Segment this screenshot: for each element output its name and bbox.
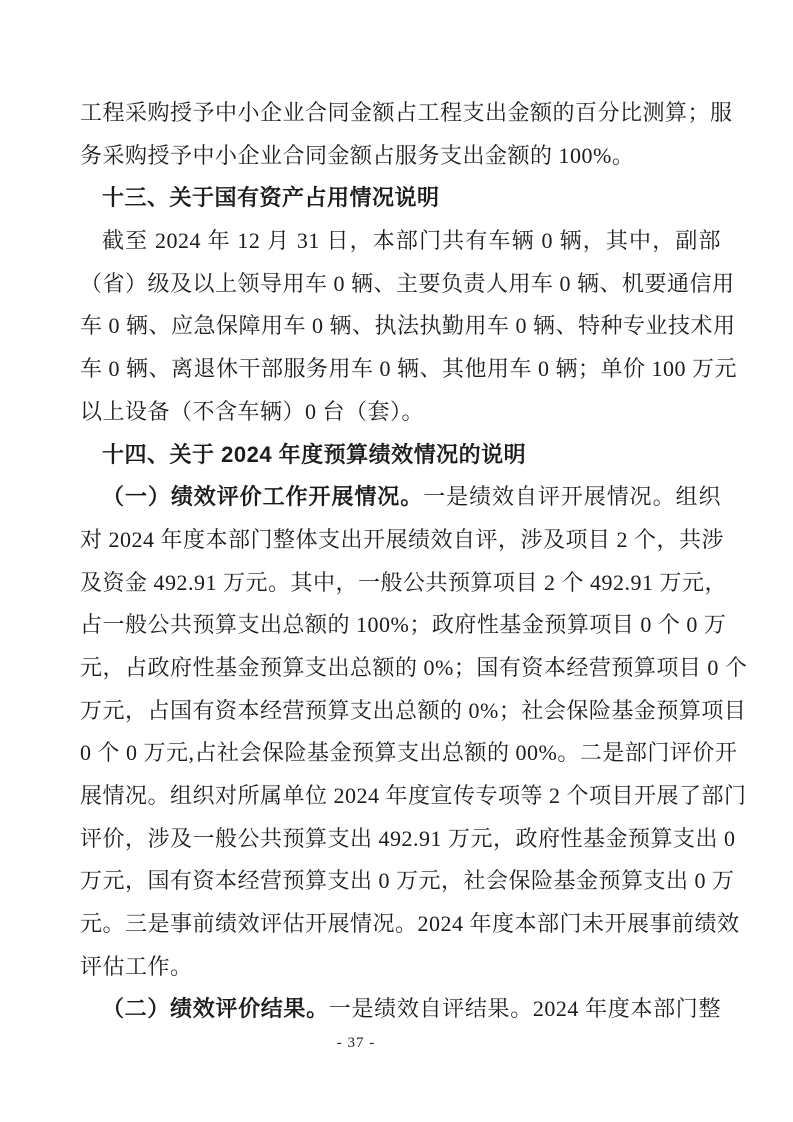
text-line: 评估工作。 xyxy=(80,953,193,979)
document-body xyxy=(80,92,748,1031)
text-line: 元。三是事前绩效评估开展情况。2024 年度本部门未开展事前绩效 xyxy=(80,911,740,937)
text-line: 务采购授予中小企业合同金额占服务支出金额的 100%。 xyxy=(80,142,635,168)
text-line: 及资金 492.91 万元。其中，一般公共预算项目 2 个 492.91 万元， xyxy=(80,569,728,595)
paragraph-lead-rest: 一是绩效自评结果。2024 年度本部门整 xyxy=(328,996,721,1022)
text-line: 万元，国有资本经营预算支出 0 万元，社会保险基金预算支出 0 万 xyxy=(80,868,735,894)
text-line: 车 0 辆、应急保障用车 0 辆、执法执勤用车 0 辆、特种专业技术用 xyxy=(80,313,736,339)
paragraph-lead-rest: 一是绩效自评开展情况。组织 xyxy=(423,484,721,510)
text-line: 工程采购授予中小企业合同金额占工程支出金额的百分比测算；服 xyxy=(80,100,733,125)
section-heading-14: 十四、关于 2024 年度预算绩效情况的说明 xyxy=(102,441,527,467)
page-footer xyxy=(0,1035,712,1052)
paragraph-lead-bold: （二）绩效评价结果。 xyxy=(102,996,329,1022)
text-line: 以上设备（不含车辆）0 台（套）。 xyxy=(80,398,425,424)
paragraph-lead-bold: （一）绩效评价工作开展情况。 xyxy=(102,484,424,510)
text-line: 0 个 0 万元,占社会保险基金预算支出总额的 00%。二是部门评价开 xyxy=(80,740,738,766)
text-line: 万元，占国有资本经营预算支出总额的 0%；社会保险基金预算项目 xyxy=(80,697,747,723)
text-line: 车 0 辆、离退休干部服务用车 0 辆、其他用车 0 辆；单价 100 万元 xyxy=(80,356,738,382)
page-number: - 37 - xyxy=(336,1035,376,1051)
text-line: 占一般公共预算支出总额的 100%；政府性基金预算项目 0 个 0 万 xyxy=(80,612,727,638)
text-line xyxy=(80,988,721,1031)
text-line: 展情况。组织对所属单位 2024 年度宣传专项等 2 个项目开展了部门 xyxy=(80,783,747,808)
text-line: 截至 2024 年 12 月 31 日，本部门共有车辆 0 辆，其中，副部 xyxy=(102,228,721,254)
text-line: （省）级及以上领导用车 0 辆、主要负责人用车 0 辆、机要通信用 xyxy=(80,270,735,296)
text-line xyxy=(80,476,721,519)
section-heading-13: 十三、关于国有资产占用情况说明 xyxy=(102,185,440,211)
text-line: 对 2024 年度本部门整体支出开展绩效自评，涉及项目 2 个，共涉 xyxy=(80,526,725,552)
text-line: 评价，涉及一般公共预算支出 492.91 万元，政府性基金预算支出 0 xyxy=(80,825,736,851)
text-line: 元，占政府性基金预算支出总额的 0%；国有资本经营预算项目 0 个 xyxy=(80,654,748,680)
